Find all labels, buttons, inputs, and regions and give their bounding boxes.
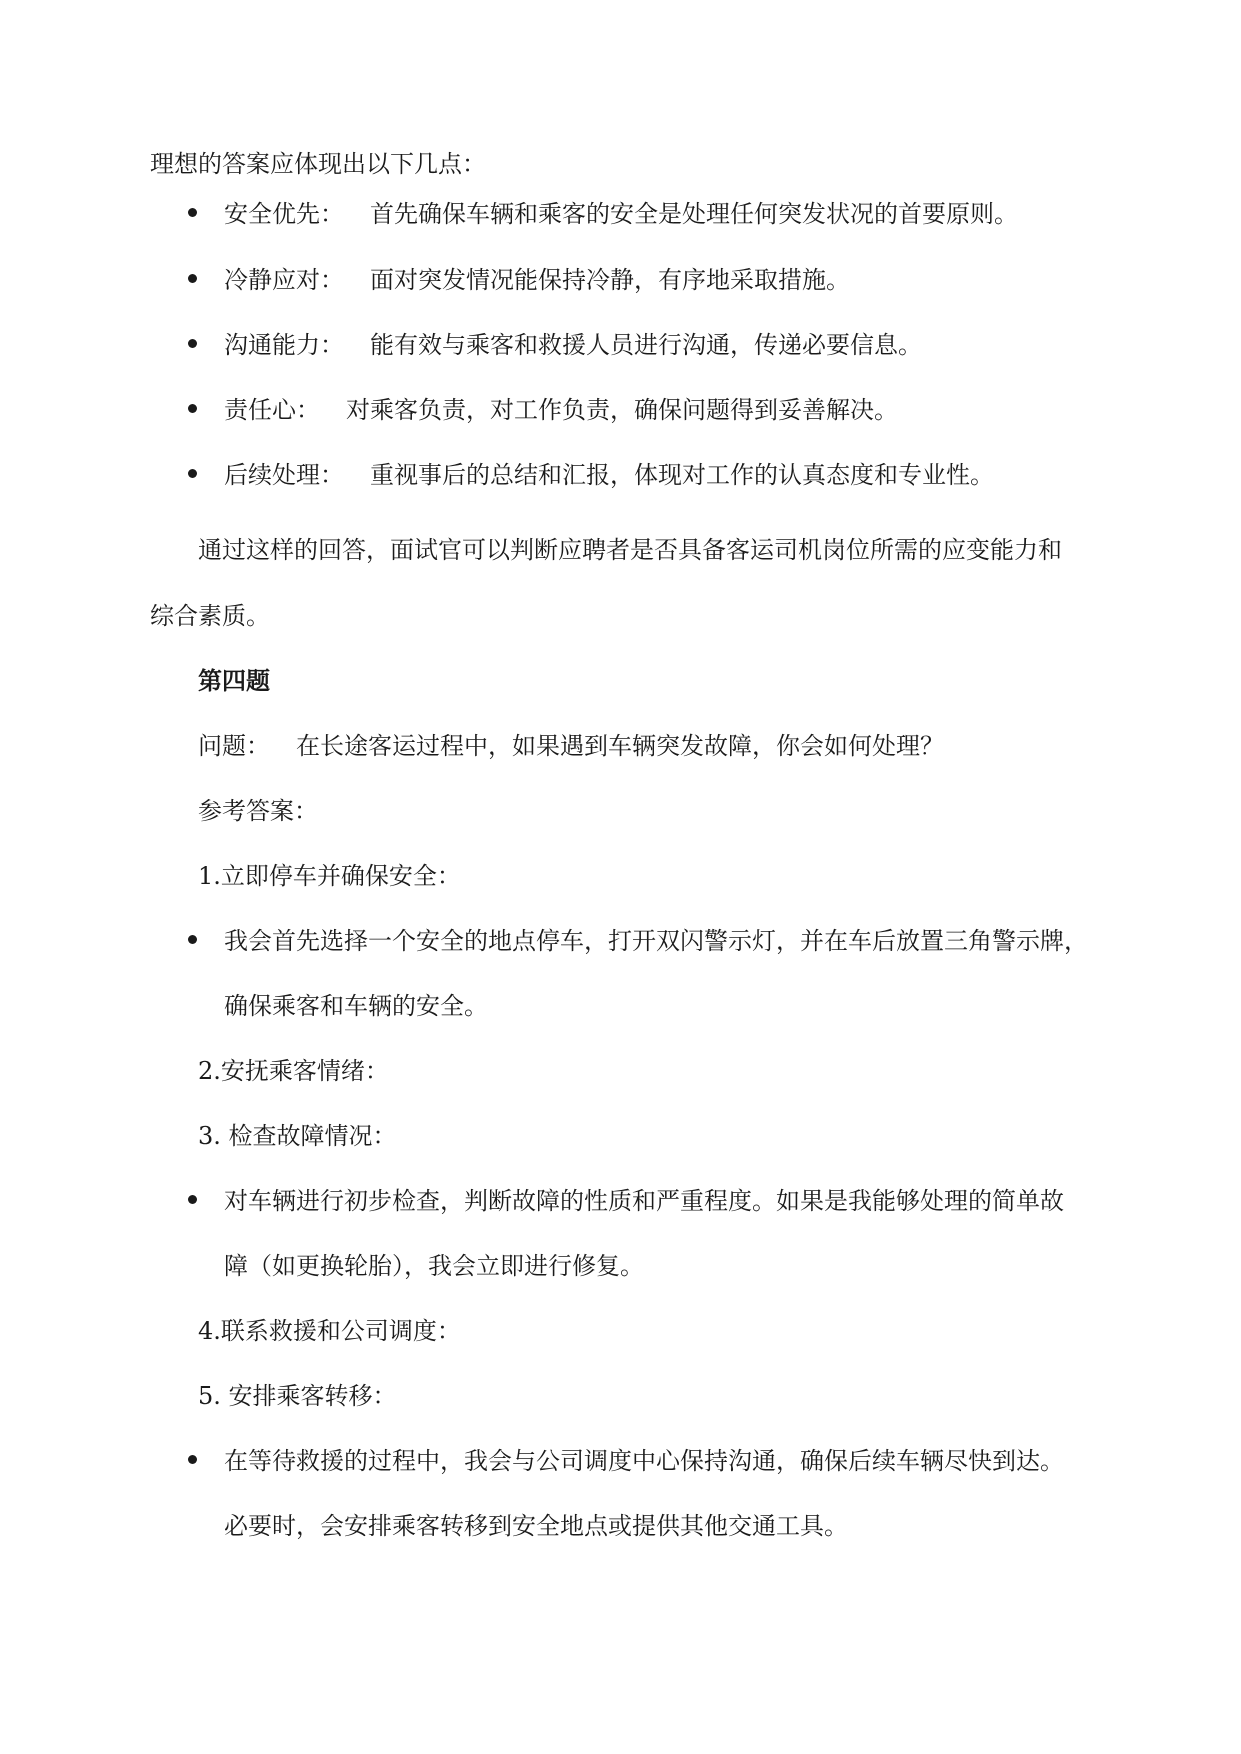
step-heading: 2.安抚乘客情绪： [198,1057,389,1085]
bullet-icon [188,404,197,413]
bullet-icon [188,339,197,348]
step-detail: 我会首先选择一个安全的地点停车，打开双闪警示灯，并在车后放置三角警示牌， [224,927,1088,955]
step-detail: 必要时，会安排乘客转移到安全地点或提供其他交通工具。 [224,1512,848,1540]
summary-line: 通过这样的回答，面试官可以判断应聘者是否具备客运司机岗位所需的应变能力和 [198,536,1062,564]
point-label: 安全优先： [224,200,344,228]
bullet-icon [188,1195,197,1204]
step-heading: 5. 安排乘客转移： [198,1382,397,1410]
point-text: 能有效与乘客和救援人员进行沟通，传递必要信息。 [370,331,922,359]
point-label: 冷静应对： [224,266,344,294]
point-label: 后续处理： [224,461,344,489]
step-detail: 在等待救援的过程中，我会与公司调度中心保持沟通，确保后续车辆尽快到达。 [224,1447,1064,1475]
point-text: 对乘客负责，对工作负责，确保问题得到妥善解决。 [346,396,898,424]
step-detail: 对车辆进行初步检查，判断故障的性质和严重程度。如果是我能够处理的简单故 [224,1187,1064,1215]
bullet-icon [188,469,197,478]
point-label: 责任心： [224,396,320,424]
point-item [224,459,994,491]
point-item [224,394,898,426]
point-text: 面对突发情况能保持冷静，有序地采取措施。 [370,266,850,294]
question-line [198,730,944,762]
intro-text: 理想的答案应体现出以下几点： [150,150,486,178]
step-detail: 确保乘客和车辆的安全。 [224,992,488,1020]
section-title: 第四题 [198,667,270,695]
point-text: 重视事后的总结和汇报，体现对工作的认真态度和专业性。 [370,461,994,489]
bullet-icon [188,1455,197,1464]
step-heading: 3. 检查故障情况： [198,1122,397,1150]
step-detail: 障（如更换轮胎），我会立即进行修复。 [224,1252,644,1280]
point-label: 沟通能力： [224,331,344,359]
question-label: 问题： [198,732,270,760]
point-item [224,198,1018,230]
point-text: 首先确保车辆和乘客的安全是处理任何突发状况的首要原则。 [370,200,1018,228]
bullet-icon [188,208,197,217]
answer-label: 参考答案： [198,797,318,825]
point-item [224,264,850,296]
step-heading: 1.立即停车并确保安全： [198,862,461,890]
step-heading: 4.联系救援和公司调度： [198,1317,461,1345]
summary-line: 综合素质。 [150,602,270,630]
point-item [224,329,922,361]
bullet-icon [188,274,197,283]
bullet-icon [188,935,197,944]
question-text: 在长途客运过程中，如果遇到车辆突发故障，你会如何处理？ [296,732,944,760]
